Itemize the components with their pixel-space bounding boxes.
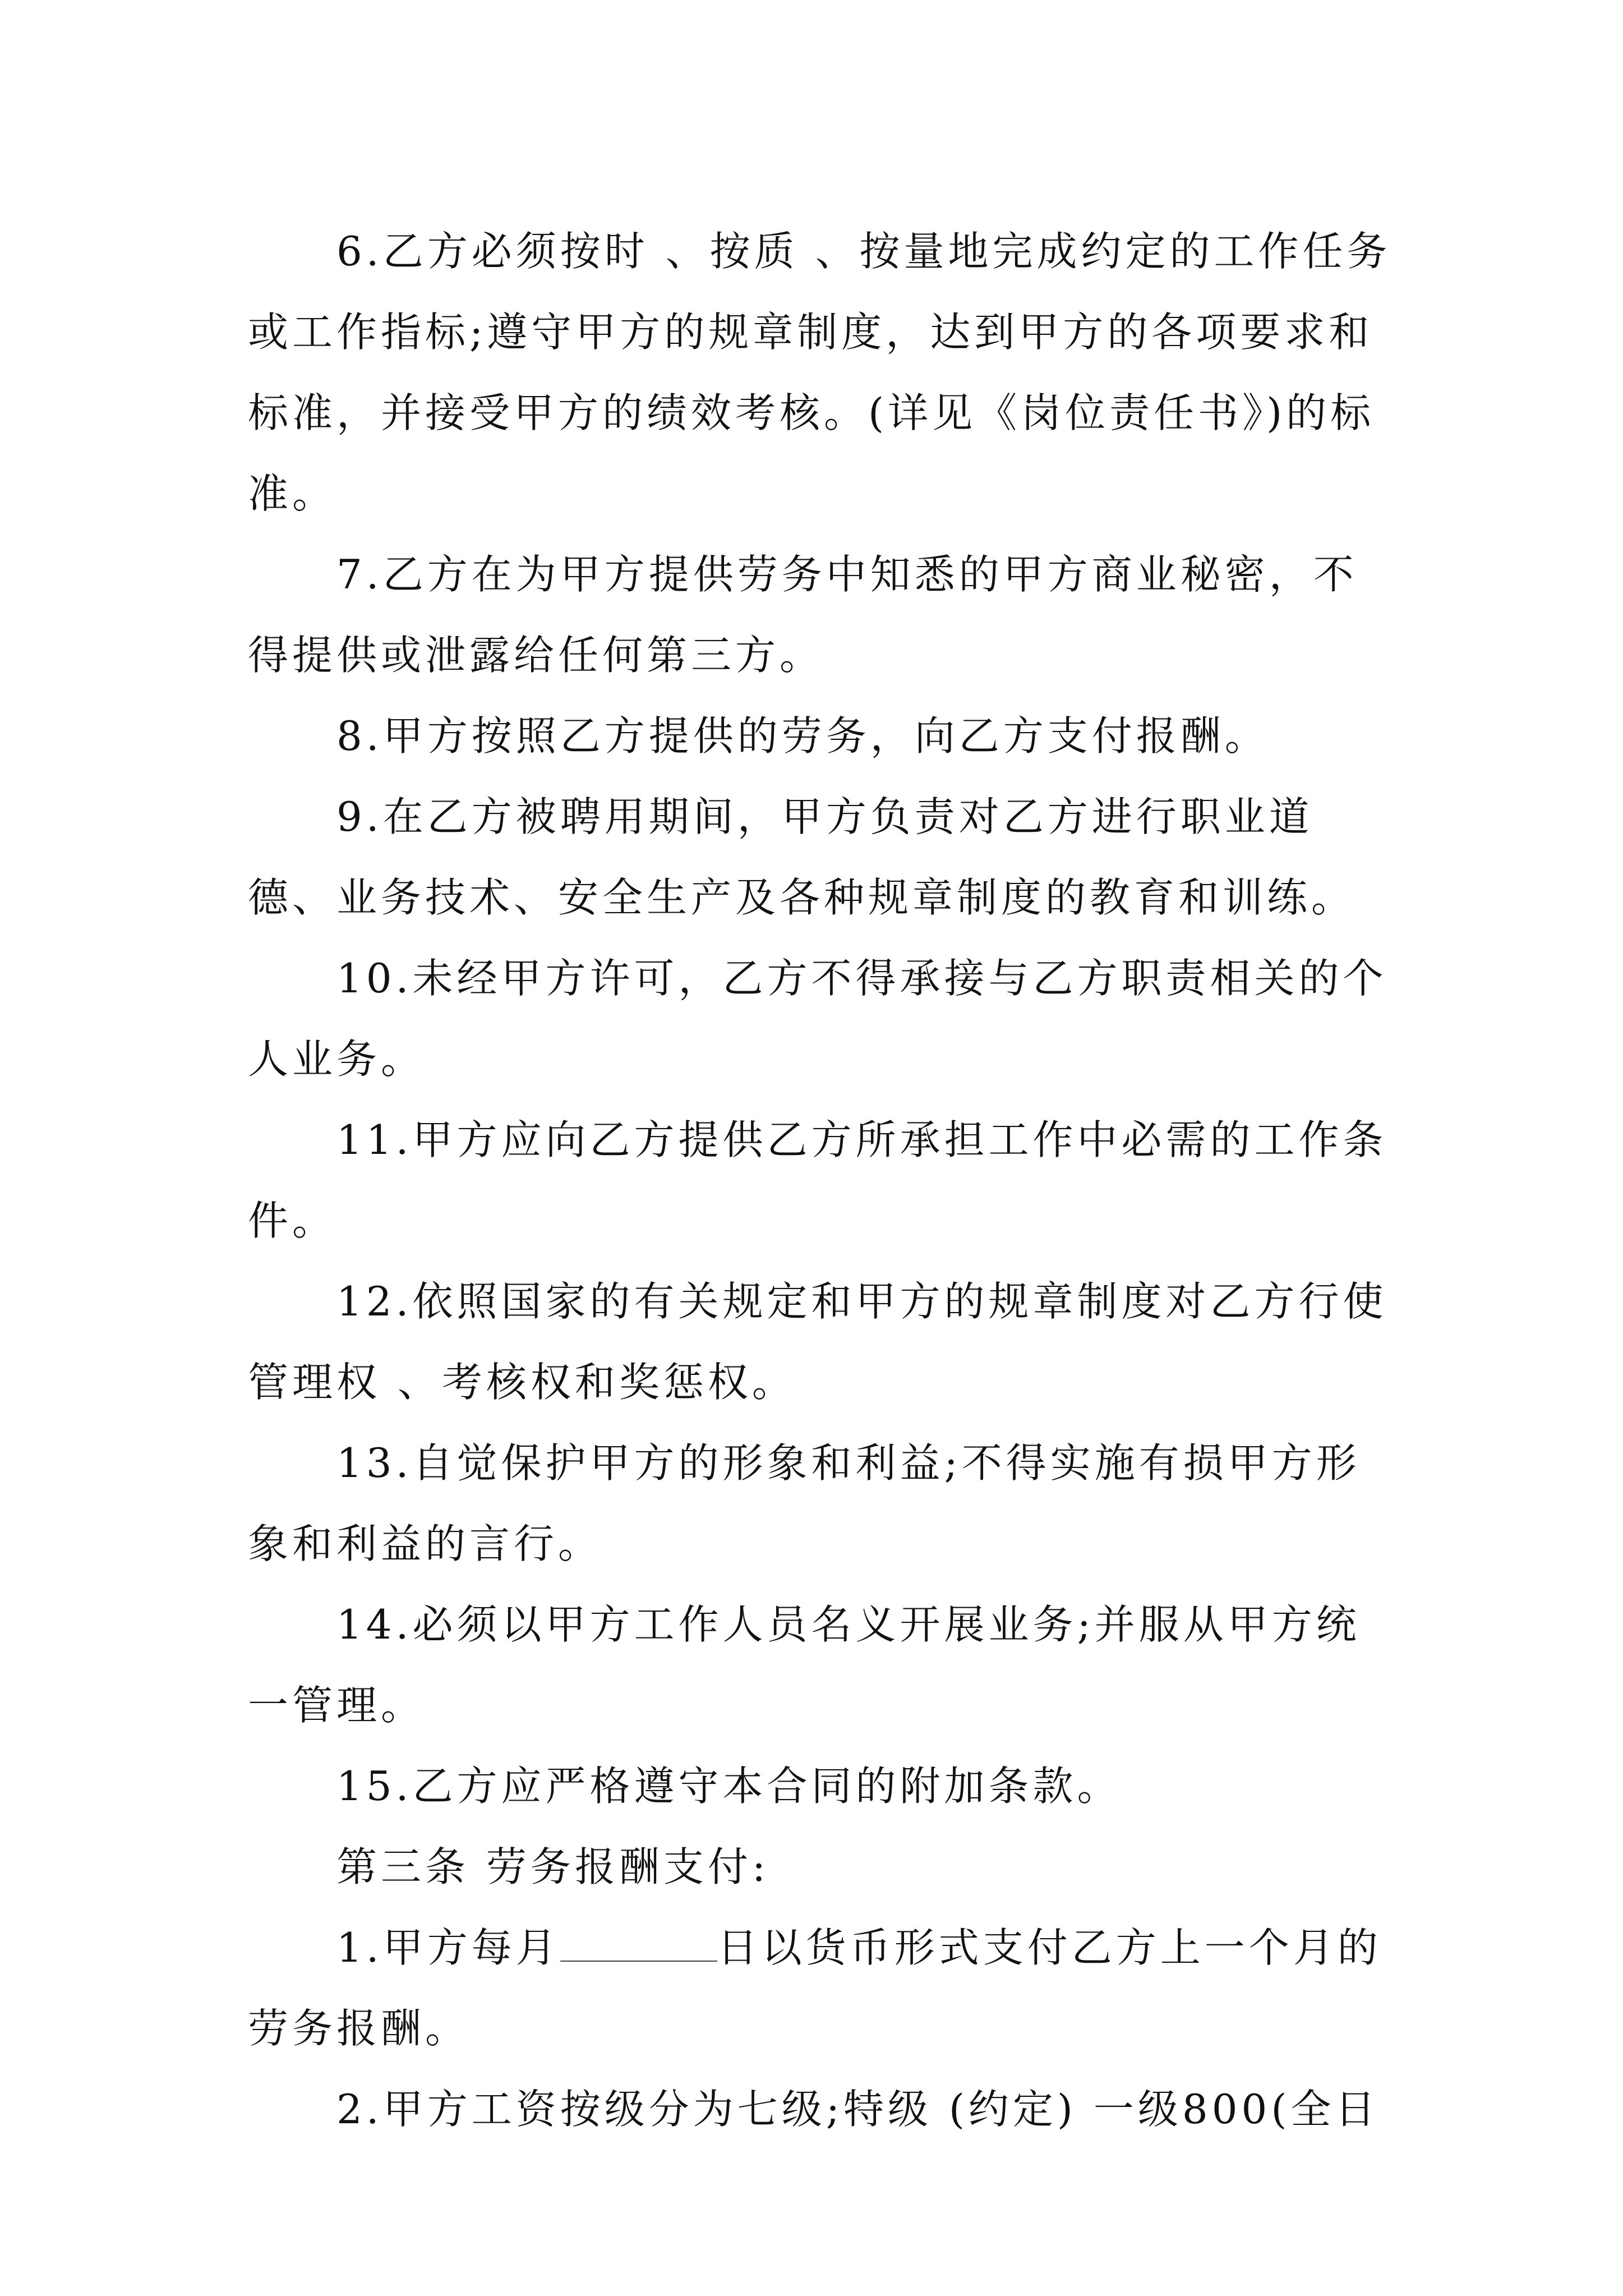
article-3-heading: 第三条 劳务报酬支付: — [336, 1843, 770, 1890]
paragraph-item-11: 11.甲方应向乙方提供乙方所承担工作中必需的工作条件。 — [248, 1116, 1387, 1244]
paragraph-item-8: 8.甲方按照乙方提供的劳务，向乙方支付报酬。 — [336, 712, 1269, 760]
paragraph-item-13: 13.自觉保护甲方的形象和利益;不得实施有损甲方形象和利益的言行。 — [248, 1439, 1361, 1567]
paragraph-item-10: 10.未经甲方许可，乙方不得承接与乙方职责相关的个人业务。 — [248, 955, 1387, 1083]
day-fill-in-blank[interactable] — [560, 1927, 717, 1962]
document-body — [248, 211, 1392, 2150]
paragraph-payment-1 — [248, 1907, 1392, 2069]
paragraph-item-15: 15.乙方应严格遵守本合同的附加条款。 — [336, 1763, 1122, 1810]
payment-1-after-blank: 日以货币形式支付乙方上一个月的劳务报酬。 — [248, 1924, 1382, 2052]
paragraph-payment-2: 2.甲方工资按级分为七级;特级 (约定) 一级800(全日 — [336, 2086, 1380, 2133]
paragraph-item-6: 6.乙方必须按时 、按质 、按量地完成约定的工作任务或工作指标;遵守甲方的规章制度，达到甲方的各项要求和标准，并接受甲方的绩效考核。(详见《岗位责任书》)的标准。 — [248, 228, 1391, 517]
payment-1-before-blank: 1.甲方每月 — [336, 1924, 560, 1971]
paragraph-item-9: 9.在乙方被聘用期间，甲方负责对乙方进行职业道德、业务技术、安全生产及各种规章制度的教育和训练。 — [248, 793, 1356, 921]
paragraph-item-12: 12.依照国家的有关规定和甲方的规章制度对乙方行使管理权 、考核权和奖惩权。 — [248, 1278, 1387, 1406]
paragraph-item-14: 14.必须以甲方工作人员名义开展业务;并服从甲方统一管理。 — [248, 1601, 1361, 1729]
paragraph-item-7: 7.乙方在为甲方提供劳务中知悉的甲方商业秘密，不得提供或泄露给任何第三方。 — [248, 551, 1358, 679]
